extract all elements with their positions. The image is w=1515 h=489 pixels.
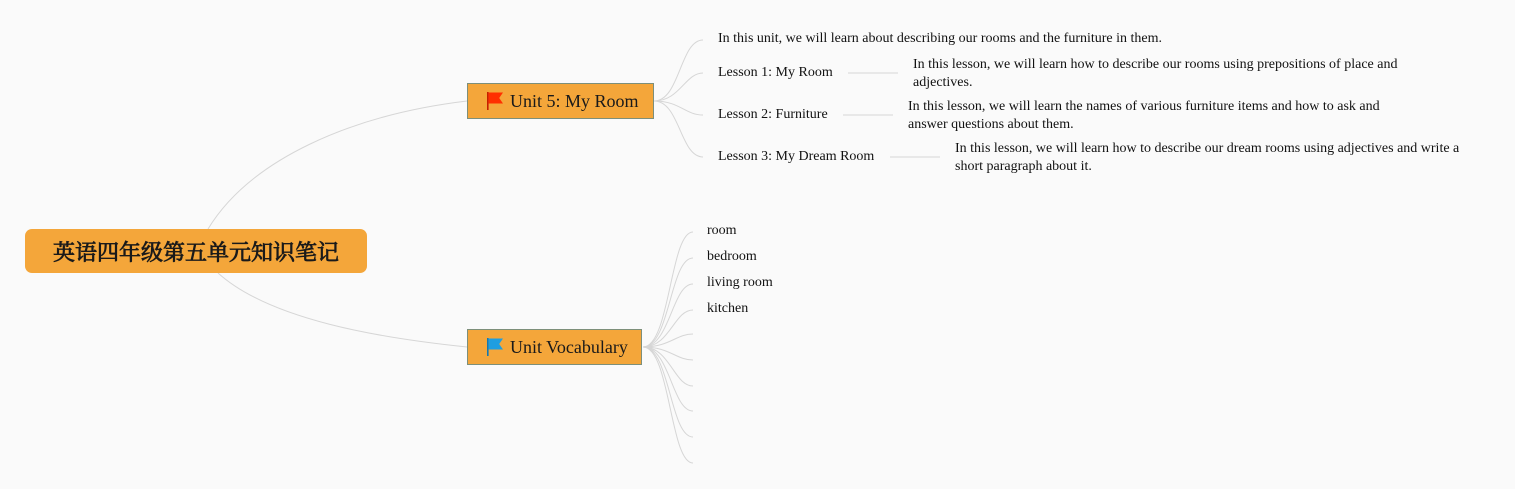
connector-vocab-10 — [643, 347, 693, 463]
topic-unit-5-label: Unit 5: My Room — [510, 90, 639, 111]
blue-flag-icon — [486, 337, 504, 357]
subtopic-lesson-2[interactable]: Lesson 2: Furniture — [718, 107, 828, 122]
topic-vocabulary-label: Unit Vocabulary — [510, 336, 628, 357]
vocab-item-empty[interactable] — [693, 430, 733, 444]
vocab-item-empty[interactable] — [693, 404, 733, 418]
connector-unit5-intro — [654, 40, 703, 101]
vocab-item-empty[interactable] — [693, 456, 733, 470]
central-topic[interactable] — [25, 229, 367, 273]
connector-unit5-lesson1 — [654, 73, 703, 101]
vocab-item-empty[interactable] — [693, 379, 733, 393]
note-lesson-3[interactable]: In this lesson, we will learn how to describe our dream rooms using adjectives and write a short paragraph about it. — [955, 141, 1460, 174]
vocab-item-bedroom[interactable]: bedroom — [707, 249, 757, 264]
connector-central-unit5 — [208, 101, 467, 229]
topic-unit-vocabulary[interactable] — [467, 329, 642, 365]
connector-vocab-2 — [643, 258, 693, 347]
vocab-item-living-room[interactable]: living room — [707, 275, 773, 290]
note-lesson-1[interactable]: In this lesson, we will learn how to describe our rooms using prepositions of place and adjectives. — [913, 57, 1398, 90]
connector-unit5-lesson3 — [654, 101, 703, 157]
connector-vocab-4 — [643, 310, 693, 347]
red-flag-icon — [486, 91, 504, 111]
connector-vocab-9 — [643, 347, 693, 437]
note-lesson-2[interactable]: In this lesson, we will learn the names of various furniture items and how to ask and answer questions about them. — [908, 99, 1380, 132]
connector-vocab-1 — [643, 232, 693, 347]
topic-unit-5-my-room[interactable] — [467, 83, 654, 119]
central-topic-label: 英语四年级第五单元知识笔记 — [52, 240, 339, 266]
subtopic-lesson-1[interactable]: Lesson 1: My Room — [718, 65, 833, 80]
connector-central-vocab — [218, 273, 467, 347]
connector-vocab-8 — [643, 347, 693, 411]
vocab-item-empty[interactable] — [693, 353, 733, 367]
vocab-item-empty[interactable] — [693, 327, 733, 341]
vocab-item-room[interactable]: room — [707, 223, 737, 238]
subtopic-lesson-3[interactable]: Lesson 3: My Dream Room — [718, 149, 875, 164]
connector-vocab-7 — [643, 347, 693, 386]
subtopic-unit-intro[interactable]: In this unit, we will learn about describing our rooms and the furniture in them. — [718, 31, 1163, 46]
vocab-item-kitchen[interactable]: kitchen — [707, 301, 749, 316]
connector-vocab-3 — [643, 284, 693, 347]
